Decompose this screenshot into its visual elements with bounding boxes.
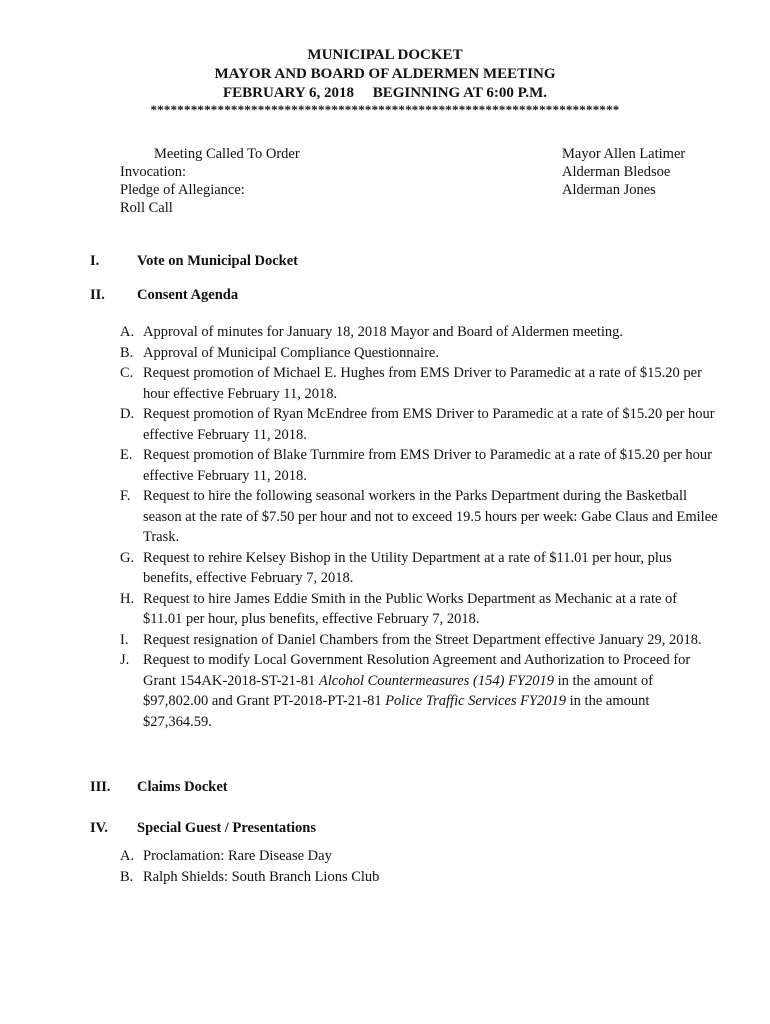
docket-header <box>0 46 770 117</box>
list-item: F. Request to hire the following seasonal workers in the Parks Department during the Basketball season at the rate of $7.50 per hour and not to exceed 19.5 hours per week: Gabe Claus and Emilee Trask. <box>120 488 718 545</box>
list-item: C. Request promotion of Michael E. Hughes from EMS Driver to Paramedic at a rate of $15.20 per hour effective February 11, 2018. <box>120 365 702 402</box>
presentations-list <box>120 846 720 887</box>
section-heading <box>90 820 316 837</box>
list-item: H. Request to hire James Eddie Smith in the Public Works Department as Mechanic at a rate of $11.01 per hour, plus benefits, effective February 7, 2018. <box>120 590 678 627</box>
section-heading <box>90 287 238 304</box>
header-meeting: MAYOR AND BOARD OF ALDERMEN MEETING <box>214 66 556 82</box>
section-number: II. <box>90 287 105 303</box>
list-item: B. Approval of Municipal Compliance Questionnaire. <box>120 344 439 361</box>
opening-item: Pledge of Allegiance: <box>120 182 245 198</box>
list-item: I. Request resignation of Daniel Chambers from the Street Department effective January 29, 2018. <box>120 631 702 648</box>
section-title: Consent Agenda <box>137 287 239 303</box>
grant-name: Alcohol Countermeasures (154) FY2019 <box>318 672 554 689</box>
list-item: B. Ralph Shields: South Branch Lions Club <box>120 868 380 885</box>
header-date: FEBRUARY 6, 2018 BEGINNING AT 6:00 P.M. <box>222 85 548 101</box>
consent-agenda-list <box>120 322 720 732</box>
opening-list <box>120 145 300 217</box>
list-item: A. Proclamation: Rare Disease Day <box>120 848 332 864</box>
list-item: G. Request to rehire Kelsey Bishop in the Utility Department at a rate of $11.01 per hour, plus benefits, effective February 7, 2018. <box>120 549 672 586</box>
section-title: Vote on Municipal Docket <box>137 253 298 269</box>
section-heading <box>90 253 298 270</box>
list-item: J. Request to modify Local Government Resolution Agreement and Authorization to Proceed for Grant 154AK-2018-ST-21-81 Alcohol Countermeasures (154) FY2019 in the amount of $97,802.00 and Grant PT-2018-PT-21-81 Police Traffic Services FY2019 in the amount $27,364.59. <box>120 650 720 732</box>
list-item: D. Request promotion of Ryan McEndree from EMS Driver to Paramedic at a rate of $15.20 per hour effective February 11, 2018. <box>120 406 715 443</box>
opening-item: Invocation: <box>120 164 187 180</box>
header-title: MUNICIPAL DOCKET <box>307 47 463 63</box>
section-title: Special Guest / Presentations <box>137 820 316 836</box>
grant-name: Police Traffic Services FY2019 <box>385 693 567 709</box>
section-number: IV. <box>90 820 108 836</box>
list-item: A. Approval of minutes for January 18, 2018 Mayor and Board of Aldermen meeting. <box>120 324 624 340</box>
list-item: E. Request promotion of Blake Turnmire from EMS Driver to Paramedic at a rate of $15.20 per hour effective February 11, 2018. <box>120 447 713 484</box>
officers-list <box>562 145 685 199</box>
section-heading <box>90 779 228 796</box>
officer-name: Alderman Bledsoe <box>562 164 671 180</box>
section-title: Claims Docket <box>137 779 228 795</box>
grant-request-text: Request to modify Local Government Resolution Agreement and Authorization to Proceed for Grant 154AK-2018-ST-21-81 Alcohol Countermeasures (154) FY2019 in the amount of $97,802.00 and Grant PT-2018-PT-21-81 Police Traffic Services FY2019 in the amount $27,364.59. <box>143 652 691 730</box>
opening-item: Meeting Called To Order <box>154 146 300 162</box>
officer-name: Mayor Allen Latimer <box>562 146 686 162</box>
section-number: I. <box>90 253 100 269</box>
header-divider: ********************************************************************** <box>150 102 620 117</box>
opening-item: Roll Call <box>120 200 173 216</box>
section-number: III. <box>90 779 111 795</box>
officer-name: Alderman Jones <box>562 182 656 198</box>
